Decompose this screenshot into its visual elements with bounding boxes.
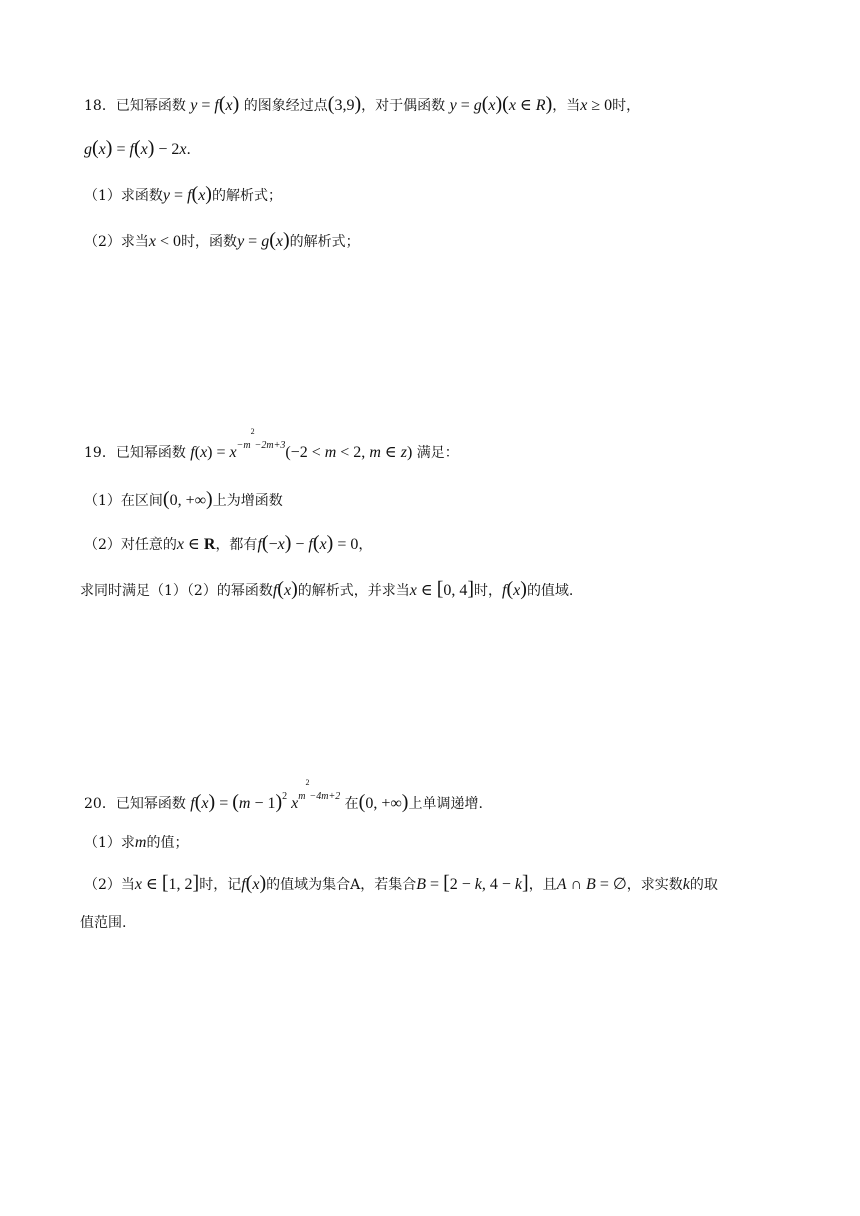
q20-part2-cont: 值范围. <box>80 915 127 931</box>
q20-part2: （2）当x ∈ [1, 2]时，记f(x)的值域为集合A，若集合B = [2 − k, 4 − k]，且A ∩ B = ∅，求实数k的取 <box>84 872 718 894</box>
q20-part1: （1）求m的值； <box>84 834 189 851</box>
q19-part2: （2）对任意的x ∈ R，都有f(−x) − f(x) = 0， <box>84 532 373 554</box>
math-y-eq-gx: y <box>449 97 457 114</box>
math-g-def: g <box>84 141 92 158</box>
q18-label: 18．已知幂函数 <box>84 98 186 114</box>
q19-part1: （1）在区间(0, +∞)上为增函数 <box>84 488 283 510</box>
q18-line2: g(x) = f(x) − 2x． <box>84 137 201 159</box>
q18-line1: 18．已知幂函数 y = f(x) 的图象经过点(3,9)，对于偶函数 y = g(x)(x ∈ R)，当x ≥ 0时， <box>84 93 641 115</box>
math-point: ( <box>327 93 335 115</box>
q19-last: 求同时满足（1）（2）的幂函数f(x)的解析式，并求当x ∈ [0, 4]时，f(x)的值域. <box>80 578 574 600</box>
q18-part2: （2）求当x < 0时，函数y = g(x)的解析式； <box>84 229 360 251</box>
q20-label: 20．已知幂函数 <box>84 796 186 812</box>
q19-line1: 19．已知幂函数 $f(x) = x^{-m^2-2m+3}(-2 < m < 2$, m ∈ z) 满足： <box>84 427 459 461</box>
q18-part1: （1）求函数y = f(x)的解析式； <box>84 183 282 205</box>
math-y-eq-fx: y <box>190 97 198 114</box>
q19-label: 19．已知幂函数 <box>84 445 186 461</box>
q20-line1: 20．已知幂函数 $f(x) = (m - 1)^2$ $x^{m^2-4m+2}$ 在(0, +∞)上单调递增. <box>84 778 483 813</box>
